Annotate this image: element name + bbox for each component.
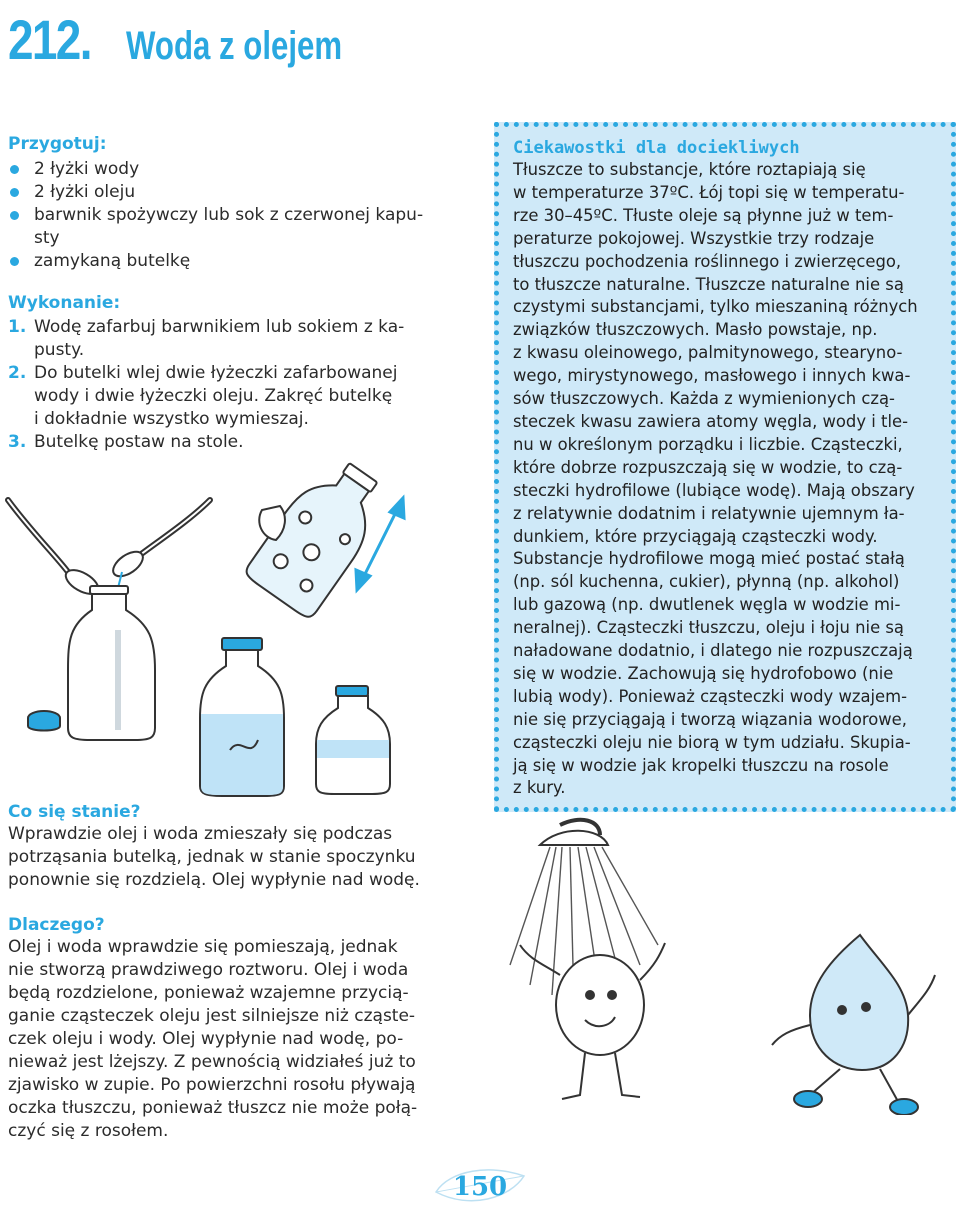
ingredients-list <box>8 158 440 273</box>
why-heading: Dlaczego? <box>8 915 105 935</box>
prepare-section <box>8 133 440 273</box>
shaking-bottle-icon <box>243 460 397 621</box>
procedure-heading: Wykonanie: <box>8 293 121 313</box>
curiosities-heading: Ciekawostki dla dociekliwych <box>513 138 800 158</box>
step-item <box>8 431 440 454</box>
step-number: 1. <box>8 317 27 337</box>
curiosities-text: Tłuszcze to substancje, które roztapiają się w temperaturze 37ºC. Łój topi się w temperatu- rze 30–45ºC. Tłuste oleje są płynne już w tem- peraturze pokojowej. Wszystkie trzy rodzaje tłuszczu pochodzenia roślinnego i zwierzęcego, to tłuszcze naturalne. Tłuszcze naturalne nie są czystymi substancjami, tylko mieszaniną różnych związków tłuszczowych. Masło powstaje, np. z kwasu oleinowego, palmitynowego, stearyno- wego, mirystynowego, masłowego i innych kwa- sów tłuszczowych. Każda z wymienionych czą- steczek kwasu zawiera atomy węgla, wody i tle- nu w określonym porządku i liczbie. Cząsteczki, które dobrze rozpuszczają się w wodzie, to czą- steczki hydrofilowe (lubiące wodę). Mają obszary z relatywnie dodatnim i relatywnie ujemnym ła- dunkiem, które przyciągają cząsteczki wody. Substancje hydrofilowe mogą mieć postać stałą (np. sól kuchenna, cukier), płynną (np. alkohol) lub gazową (np. dwutlenek węgla w wodzie mi- neralnej). Cząsteczki tłuszczu, oleju i łoju nie są naładowane dodatnio, i dlatego nie rozpuszczają się w wodzie. Zachowują się hydrofobowo (nie lubią wody). Ponieważ cząsteczki wody wzajem- nie się przyciągają i tworzą wiązania wodorowe, cząsteczki oleju nie biorą w tym udziału. Skupia- ją się w wodzie jak kropelki tłuszczu na rosole z kury. <box>513 160 918 798</box>
spoon-right-icon <box>109 500 210 581</box>
shower-head-icon <box>540 820 608 845</box>
hand-icon <box>259 506 285 540</box>
bottles-illustration <box>0 460 490 800</box>
spoon-left-icon <box>8 500 102 599</box>
step-item <box>8 316 440 362</box>
step-number: 3. <box>8 432 27 452</box>
why-text: Olej i woda wprawdzie się pomieszają, jednak nie stworzą prawdziwego roztworu. Olej i woda będą rozdzielone, ponieważ wzajemne przycią- ganie cząsteczek oleju jest silniejsze niż cząste- czek oleju i wody. Olej wypłynie nad wodę, po- nieważ jest lżejszy. Z pewnością widziałeś już to zjawisko w zupie. Po powierzchni rosołu pływają oczka tłuszczu, ponieważ tłuszcz nie może połą- czyć się z rosołem. <box>8 937 418 1141</box>
water-drop-character-icon <box>772 935 935 1115</box>
prepare-heading: Przygotuj: <box>8 134 107 154</box>
page-number <box>430 1162 530 1202</box>
bottle-cap-icon <box>28 711 60 731</box>
what-happens-section <box>8 801 440 892</box>
list-item: zamykaną butelkę <box>8 250 440 273</box>
step-item <box>8 362 440 431</box>
step-text: Butelkę postaw na stole. <box>34 432 244 452</box>
page-title <box>8 8 343 71</box>
step-text: Do butelki wlej dwie łyżeczki zafarbowanej wody i dwie łyżeczki oleju. Zakręć butelkę i dokładnie wszystko wymieszaj. <box>34 363 398 429</box>
list-item: 2 łyżki oleju <box>8 181 440 204</box>
step-text: Wodę zafarbuj barwnikiem lub sokiem z ka- pusty. <box>34 317 405 360</box>
water-bottle-icon <box>200 638 284 796</box>
step-number: 2. <box>8 363 27 383</box>
oil-character-icon <box>520 943 665 1099</box>
procedure-section <box>8 292 440 454</box>
empty-bottle-icon <box>68 586 155 740</box>
shower-illustration <box>490 815 960 1115</box>
list-item: barwnik spożywczy lub sok z czerwonej kapu- sty <box>8 204 440 250</box>
list-item: 2 łyżki wody <box>8 158 440 181</box>
page-number-text: 150 <box>452 1172 508 1202</box>
why-section <box>8 914 440 1143</box>
separated-bottle-icon <box>316 686 390 794</box>
curiosities-box <box>494 122 956 812</box>
steps-list <box>8 316 440 454</box>
what-happens-text: Wprawdzie olej i woda zmieszały się podczas potrząsania butelką, jednak w stanie spoczynku ponownie się rozdzielą. Olej wypłynie nad wodę. <box>8 824 420 890</box>
what-happens-heading: Co się stanie? <box>8 802 141 822</box>
experiment-title: Woda z olejem <box>126 24 343 68</box>
experiment-number: 212. <box>8 8 91 71</box>
